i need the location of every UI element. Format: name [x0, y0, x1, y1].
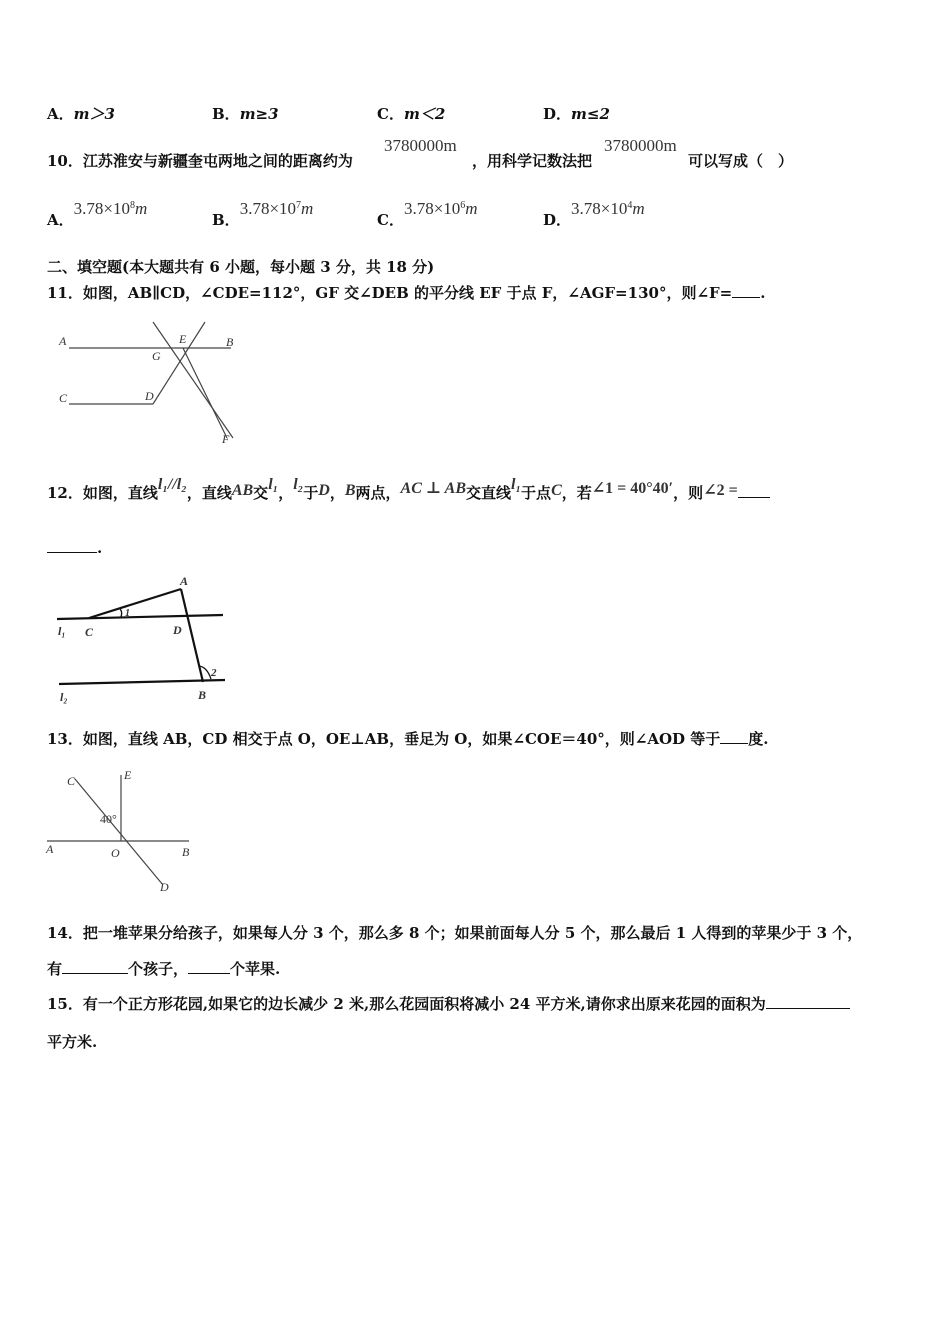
- q12-figure: [55, 573, 235, 713]
- math-seg: C: [551, 482, 562, 499]
- label-one: 1: [125, 608, 130, 619]
- area-blank[interactable]: [766, 994, 850, 1009]
- option-unit: m: [301, 199, 314, 218]
- label-a: A: [46, 842, 54, 856]
- text-seg: 有: [47, 960, 63, 978]
- q9-option-d: [543, 103, 610, 124]
- q10-option-b: [212, 198, 314, 229]
- apples-blank[interactable]: [188, 959, 230, 974]
- question-text: 15．有一个正方形花园,如果它的边长减少 2 米,那么花园面积将减小 24 平方米,请你求出原来花园的面积为: [47, 995, 766, 1013]
- math-seg: AB: [231, 482, 254, 499]
- text-seg: 12．如图，直线: [47, 484, 158, 502]
- math-seg: l₁: [268, 476, 279, 493]
- label-l2: l₂: [60, 690, 68, 704]
- q14-line1: 14．把一堆苹果分给孩子，如果每人分 3 个，那么多 8 个；如果前面每人分 5 个，那么最后 1 人得到的苹果少于 3 个，: [47, 924, 863, 942]
- option-math: m＜2: [403, 105, 446, 123]
- math-seg: l₁: [511, 476, 522, 493]
- math-seg: B: [344, 482, 356, 499]
- section-heading: 二、填空题(本大题共有 6 小题，每小题 3 分，共 18 分): [47, 258, 435, 276]
- text-seg: ，直线: [186, 484, 232, 502]
- option-letter: B．: [212, 211, 240, 229]
- question-text: 13．如图，直线 AB，CD 相交于点 O，OE⊥AB，垂足为 O，如果∠COE＝40°，则∠AOD 等于: [47, 730, 721, 748]
- math-seg: l₂: [293, 476, 304, 493]
- children-blank[interactable]: [62, 959, 128, 974]
- question-end: 度.: [748, 730, 769, 748]
- label-c: C: [67, 774, 76, 788]
- option-letter: A．: [47, 211, 74, 229]
- q15-line1: [47, 993, 850, 1014]
- option-exponent: 7: [296, 200, 302, 211]
- option-letter: A．: [47, 105, 74, 123]
- q9-option-c: [377, 103, 445, 124]
- q10-prefix: 10．江苏淮安与新疆奎屯两地之间的距离约为: [47, 152, 353, 170]
- question-end: .: [760, 284, 766, 302]
- q11-figure: [55, 318, 255, 446]
- label-c: C: [59, 391, 68, 405]
- option-mantissa: 3.78×10: [403, 199, 461, 218]
- option-unit: m: [465, 199, 478, 218]
- q10-suffix: 可以写成（ ）: [688, 152, 794, 170]
- math-seg: ∠1 = 40°40′: [591, 480, 674, 497]
- option-exponent: 6: [460, 200, 466, 211]
- question-text: 11．如图，AB∥CD，∠CDE=112°，GF 交∠DEB 的平分线 EF 于点 F，∠AGF=130°，则∠F=: [47, 284, 733, 302]
- text-seg: 交: [253, 484, 269, 502]
- math-seg: D: [318, 482, 330, 499]
- option-letter: C．: [377, 211, 404, 229]
- label-two: 2: [211, 667, 217, 679]
- option-unit: m: [632, 199, 645, 218]
- option-unit: m: [134, 199, 148, 218]
- q9-option-a: [47, 103, 115, 124]
- question-end: .: [97, 539, 103, 557]
- text-seg: 个苹果.: [230, 960, 281, 978]
- q10-option-c: [377, 198, 478, 229]
- q13-text: [47, 728, 769, 749]
- option-letter: D．: [543, 105, 572, 123]
- text-seg: 个孩子，: [128, 960, 189, 978]
- answer-blank[interactable]: [732, 283, 760, 298]
- text-seg: ，: [329, 484, 345, 502]
- option-math: m≤2: [571, 105, 610, 123]
- option-letter: B．: [212, 105, 240, 123]
- label-g: G: [152, 349, 161, 363]
- label-d: D: [173, 623, 182, 637]
- option-math: m≥3: [239, 105, 279, 123]
- q10-distance: 3780000m: [384, 136, 457, 155]
- answer-blank[interactable]: [738, 483, 770, 498]
- q10-option-d: [543, 198, 645, 229]
- text-seg: ，则: [673, 484, 704, 502]
- q14-line2: [47, 958, 280, 979]
- text-seg: ，若: [561, 484, 592, 502]
- answer-blank-cont[interactable]: [47, 538, 97, 553]
- label-d: D: [145, 389, 154, 403]
- label-b: B: [198, 688, 207, 702]
- math-seg: l₁//l₂: [157, 476, 187, 493]
- q12-text-line2: [47, 538, 102, 557]
- label-e: E: [124, 768, 132, 782]
- option-letter: D．: [543, 211, 572, 229]
- label-c: C: [85, 625, 94, 639]
- label-angle: 40°: [100, 812, 117, 826]
- label-l1: l₁: [58, 624, 66, 638]
- label-e: E: [179, 332, 187, 346]
- q9-option-b: [212, 103, 279, 124]
- text-seg: 于点: [521, 484, 552, 502]
- text-seg: ，: [278, 484, 294, 502]
- answer-blank[interactable]: [720, 729, 748, 744]
- q15-line2: 平方米.: [47, 1033, 98, 1051]
- option-mantissa: 3.78×10: [571, 199, 628, 218]
- label-o: O: [111, 846, 120, 860]
- q10-option-a: [47, 198, 148, 229]
- q13-figure: [45, 765, 205, 895]
- q11-text: [47, 282, 765, 303]
- option-math: m＞3: [73, 105, 115, 123]
- q12-text: [47, 476, 770, 503]
- text-seg: 交直线: [466, 484, 512, 502]
- text-seg: 两点，: [355, 484, 401, 502]
- option-exponent: 4: [627, 200, 633, 211]
- label-b: B: [182, 845, 190, 859]
- option-mantissa: 3.78×10: [239, 199, 297, 218]
- label-a: A: [180, 574, 189, 588]
- label-a: A: [59, 334, 67, 348]
- label-b: B: [226, 335, 234, 349]
- math-seg: ∠2 =: [703, 482, 738, 499]
- q10-distance-2: 3780000m: [604, 136, 677, 155]
- option-letter: C．: [377, 105, 404, 123]
- text-seg: 于: [303, 484, 319, 502]
- q10-mid: ，用科学记数法把: [472, 152, 593, 170]
- option-mantissa: 3.78×10: [73, 199, 130, 218]
- label-d: D: [160, 880, 169, 894]
- option-exponent: 8: [129, 200, 135, 211]
- math-seg: AC ⊥ AB: [400, 480, 466, 497]
- label-f: F: [222, 432, 230, 446]
